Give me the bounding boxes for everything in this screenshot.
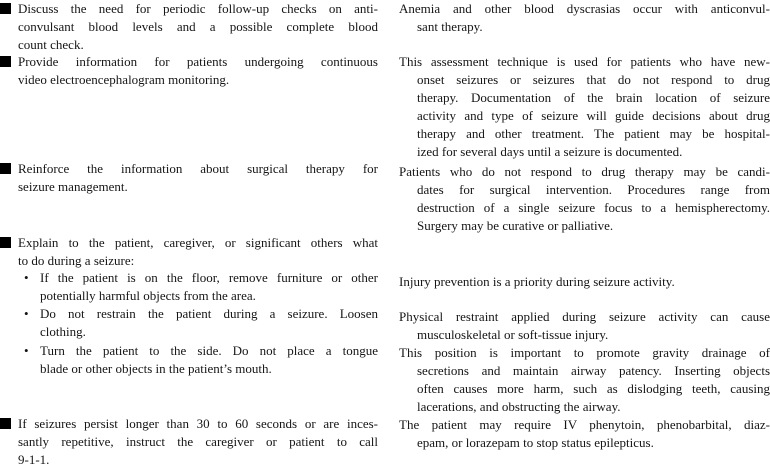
text-line: often causes more harm, such as dislodging teeth, causing bbox=[417, 381, 770, 396]
text-line: clothing. bbox=[40, 324, 86, 339]
sub-instruction-item bbox=[0, 305, 378, 341]
text-line: dates for surgical intervention. Procedures range from bbox=[417, 182, 770, 197]
text-line: to do during a seizure: bbox=[18, 253, 135, 268]
rationale-paragraph bbox=[399, 416, 770, 452]
text-line: Surgery may be curative or palliative. bbox=[417, 218, 614, 233]
rationale-paragraph bbox=[399, 0, 770, 36]
text-line: secretions and maintain airway patency. Inserting objects bbox=[417, 363, 770, 378]
text-line: This position is important to promote gravity drainage of bbox=[399, 345, 770, 360]
text-line: Explain to the patient, caregiver, or significant others what bbox=[18, 235, 378, 250]
dot-bullet-icon: • bbox=[24, 306, 29, 321]
text-line: This assessment technique is used for patients who have new- bbox=[399, 54, 770, 69]
text-line: Patients who do not respond to drug therapy may be candi- bbox=[399, 164, 770, 179]
rationale-paragraph bbox=[399, 53, 770, 161]
text-line: The patient may require IV phenytoin, phenobarbital, diaz- bbox=[399, 417, 770, 432]
text-line: potentially harmful objects from the area. bbox=[40, 288, 256, 303]
text-line: onset seizures or seizures that do not respond to drug bbox=[417, 72, 770, 87]
interventions-column bbox=[0, 0, 378, 469]
text-line: Turn the patient to the side. Do not place a tongue bbox=[40, 343, 378, 358]
intervention-item bbox=[0, 160, 378, 196]
square-bullet-icon bbox=[0, 56, 11, 67]
text-line: Anemia and other blood dyscrasias occur with anticonvul- bbox=[399, 1, 770, 16]
text-line: If seizures persist longer than 30 to 60 seconds or are inces- bbox=[18, 416, 378, 431]
square-bullet-icon bbox=[0, 3, 11, 14]
dot-bullet-icon: • bbox=[24, 270, 29, 285]
text-line: lacerations, and obstructing the airway. bbox=[417, 399, 621, 414]
text-line: Injury prevention is a priority during seizure activity. bbox=[399, 274, 675, 289]
intervention-item bbox=[0, 53, 378, 89]
intervention-item bbox=[0, 234, 378, 270]
sub-instruction-item bbox=[0, 342, 378, 378]
text-line: If the patient is on the floor, remove furniture or other bbox=[40, 270, 378, 285]
sub-instruction-item bbox=[0, 269, 378, 305]
intervention-item bbox=[0, 0, 378, 54]
text-line: ized for several days until a seizure is documented. bbox=[417, 144, 683, 159]
rationales-column bbox=[399, 0, 770, 469]
text-line: 9-1-1. bbox=[18, 452, 50, 467]
text-line: seizure management. bbox=[18, 179, 128, 194]
text-line: Reinforce the information about surgical therapy for bbox=[18, 161, 378, 176]
text-line: santly repetitive, instruct the caregiver or patient to call bbox=[18, 434, 378, 449]
intervention-item bbox=[0, 415, 378, 469]
text-line: therapy and other treatment. The patient may be hospital- bbox=[417, 126, 770, 141]
text-line: epam, or lorazepam to stop status epilepticus. bbox=[417, 435, 654, 450]
text-line: convulsant blood levels and a possible complete blood bbox=[18, 19, 378, 34]
square-bullet-icon bbox=[0, 237, 11, 248]
dot-bullet-icon: • bbox=[24, 343, 29, 358]
text-line: musculoskeletal or soft-tissue injury. bbox=[417, 327, 609, 342]
text-line: Do not restrain the patient during a seizure. Loosen bbox=[40, 306, 378, 321]
text-line: Physical restraint applied during seizure activity can cause bbox=[399, 309, 770, 324]
rationale-paragraph bbox=[399, 163, 770, 235]
text-line: activity and type of seizure will guide decisions about drug bbox=[417, 108, 770, 123]
text-line: video electroencephalogram monitoring. bbox=[18, 72, 230, 87]
text-line: blade or other objects in the patient’s mouth. bbox=[40, 361, 272, 376]
text-line: sant therapy. bbox=[417, 19, 483, 34]
square-bullet-icon bbox=[0, 163, 11, 174]
text-line: destruction of a single seizure focus to a hemispherectomy. bbox=[417, 200, 770, 215]
rationale-paragraph bbox=[399, 308, 770, 344]
text-line: therapy. Documentation of the brain location of seizure bbox=[417, 90, 770, 105]
square-bullet-icon bbox=[0, 418, 11, 429]
text-line: count check. bbox=[18, 37, 84, 52]
text-line: Provide information for patients undergoing continuous bbox=[18, 54, 378, 69]
rationale-paragraph bbox=[399, 344, 770, 416]
rationale-paragraph bbox=[399, 273, 770, 291]
text-line: Discuss the need for periodic follow-up checks on anti- bbox=[18, 1, 378, 16]
